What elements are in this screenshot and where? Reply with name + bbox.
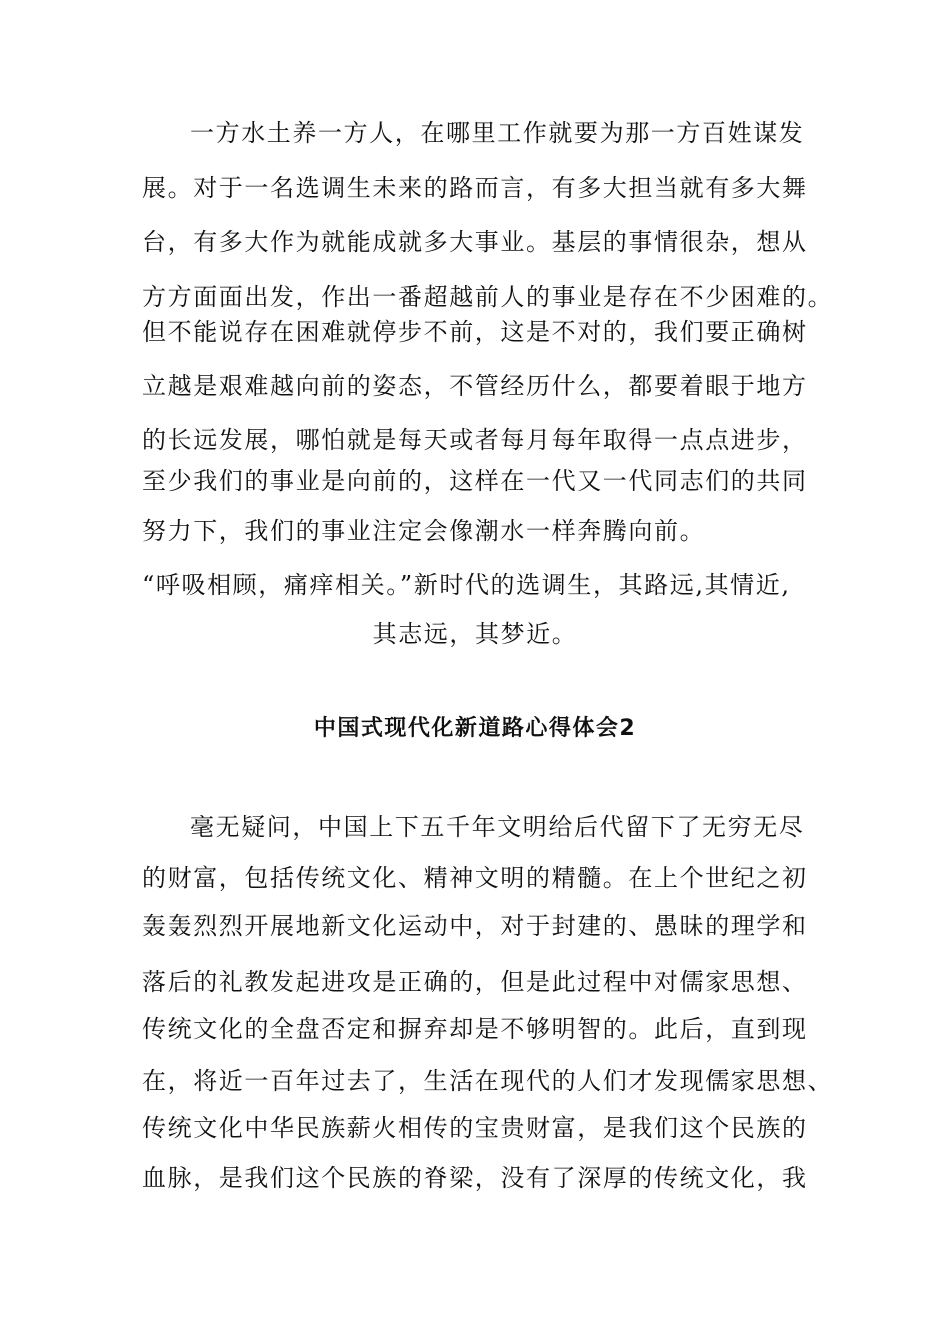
text-line: 传统文化的全盘否定和摒弃却是不够明智的。此后，直到现 [142,1015,808,1043]
text-line: 在，将近一百年过去了，生活在现代的人们才发现儒家思想、 [142,1067,834,1095]
text-line: 一方水土养一方人，在哪里工作就要为那一方百姓谋发 [190,119,805,147]
text-line: 至少我们的事业是向前的，这样在一代又一代同志们的共同 [142,467,808,495]
text-line: 血脉，是我们这个民族的脊梁，没有了深厚的传统文化，我 [142,1164,808,1192]
text-line: 的长远发展，哪怕就是每天或者每月每年取得一点点进步， [142,426,808,454]
text-line: 的财富，包括传统文化、精神文明的精髓。在上个世纪之初 [142,864,808,892]
text-line: 落后的礼教发起进攻是正确的，但是此过程中对儒家思想、 [142,968,808,996]
closing-line: 其志远，其梦近。 [372,620,578,648]
text-line: 方方面面出发，作出一番超越前人的事业是存在不少困难的。 [142,283,834,311]
quote-line: “呼吸相顾，痛痒相关。”新时代的选调生，其路远,其情近, [142,571,791,599]
text-line: 立越是艰难越向前的姿态，不管经历什么，都要着眼于地方 [142,372,808,400]
text-line: 努力下，我们的事业注定会像潮水一样奔腾向前。 [142,517,706,545]
text-line: 台，有多大作为就能成就多大事业。基层的事情很杂，想从 [142,228,808,256]
text-line: 毫无疑问，中国上下五千年文明给后代留下了无穷无尽 [190,813,805,841]
section-title: 中国式现代化新道路心得体会2 [313,716,637,741]
text-line: 展。对于一名选调生未来的路而言，有多大担当就有多大舞 [142,174,808,202]
text-line: 但不能说存在困难就停步不前，这是不对的，我们要正确树 [142,318,808,346]
text-line: 传统文化中华民族薪火相传的宝贵财富，是我们这个民族的 [142,1114,808,1142]
text-line: 轰轰烈烈开展地新文化运动中，对于封建的、愚昧的理学和 [142,912,808,940]
